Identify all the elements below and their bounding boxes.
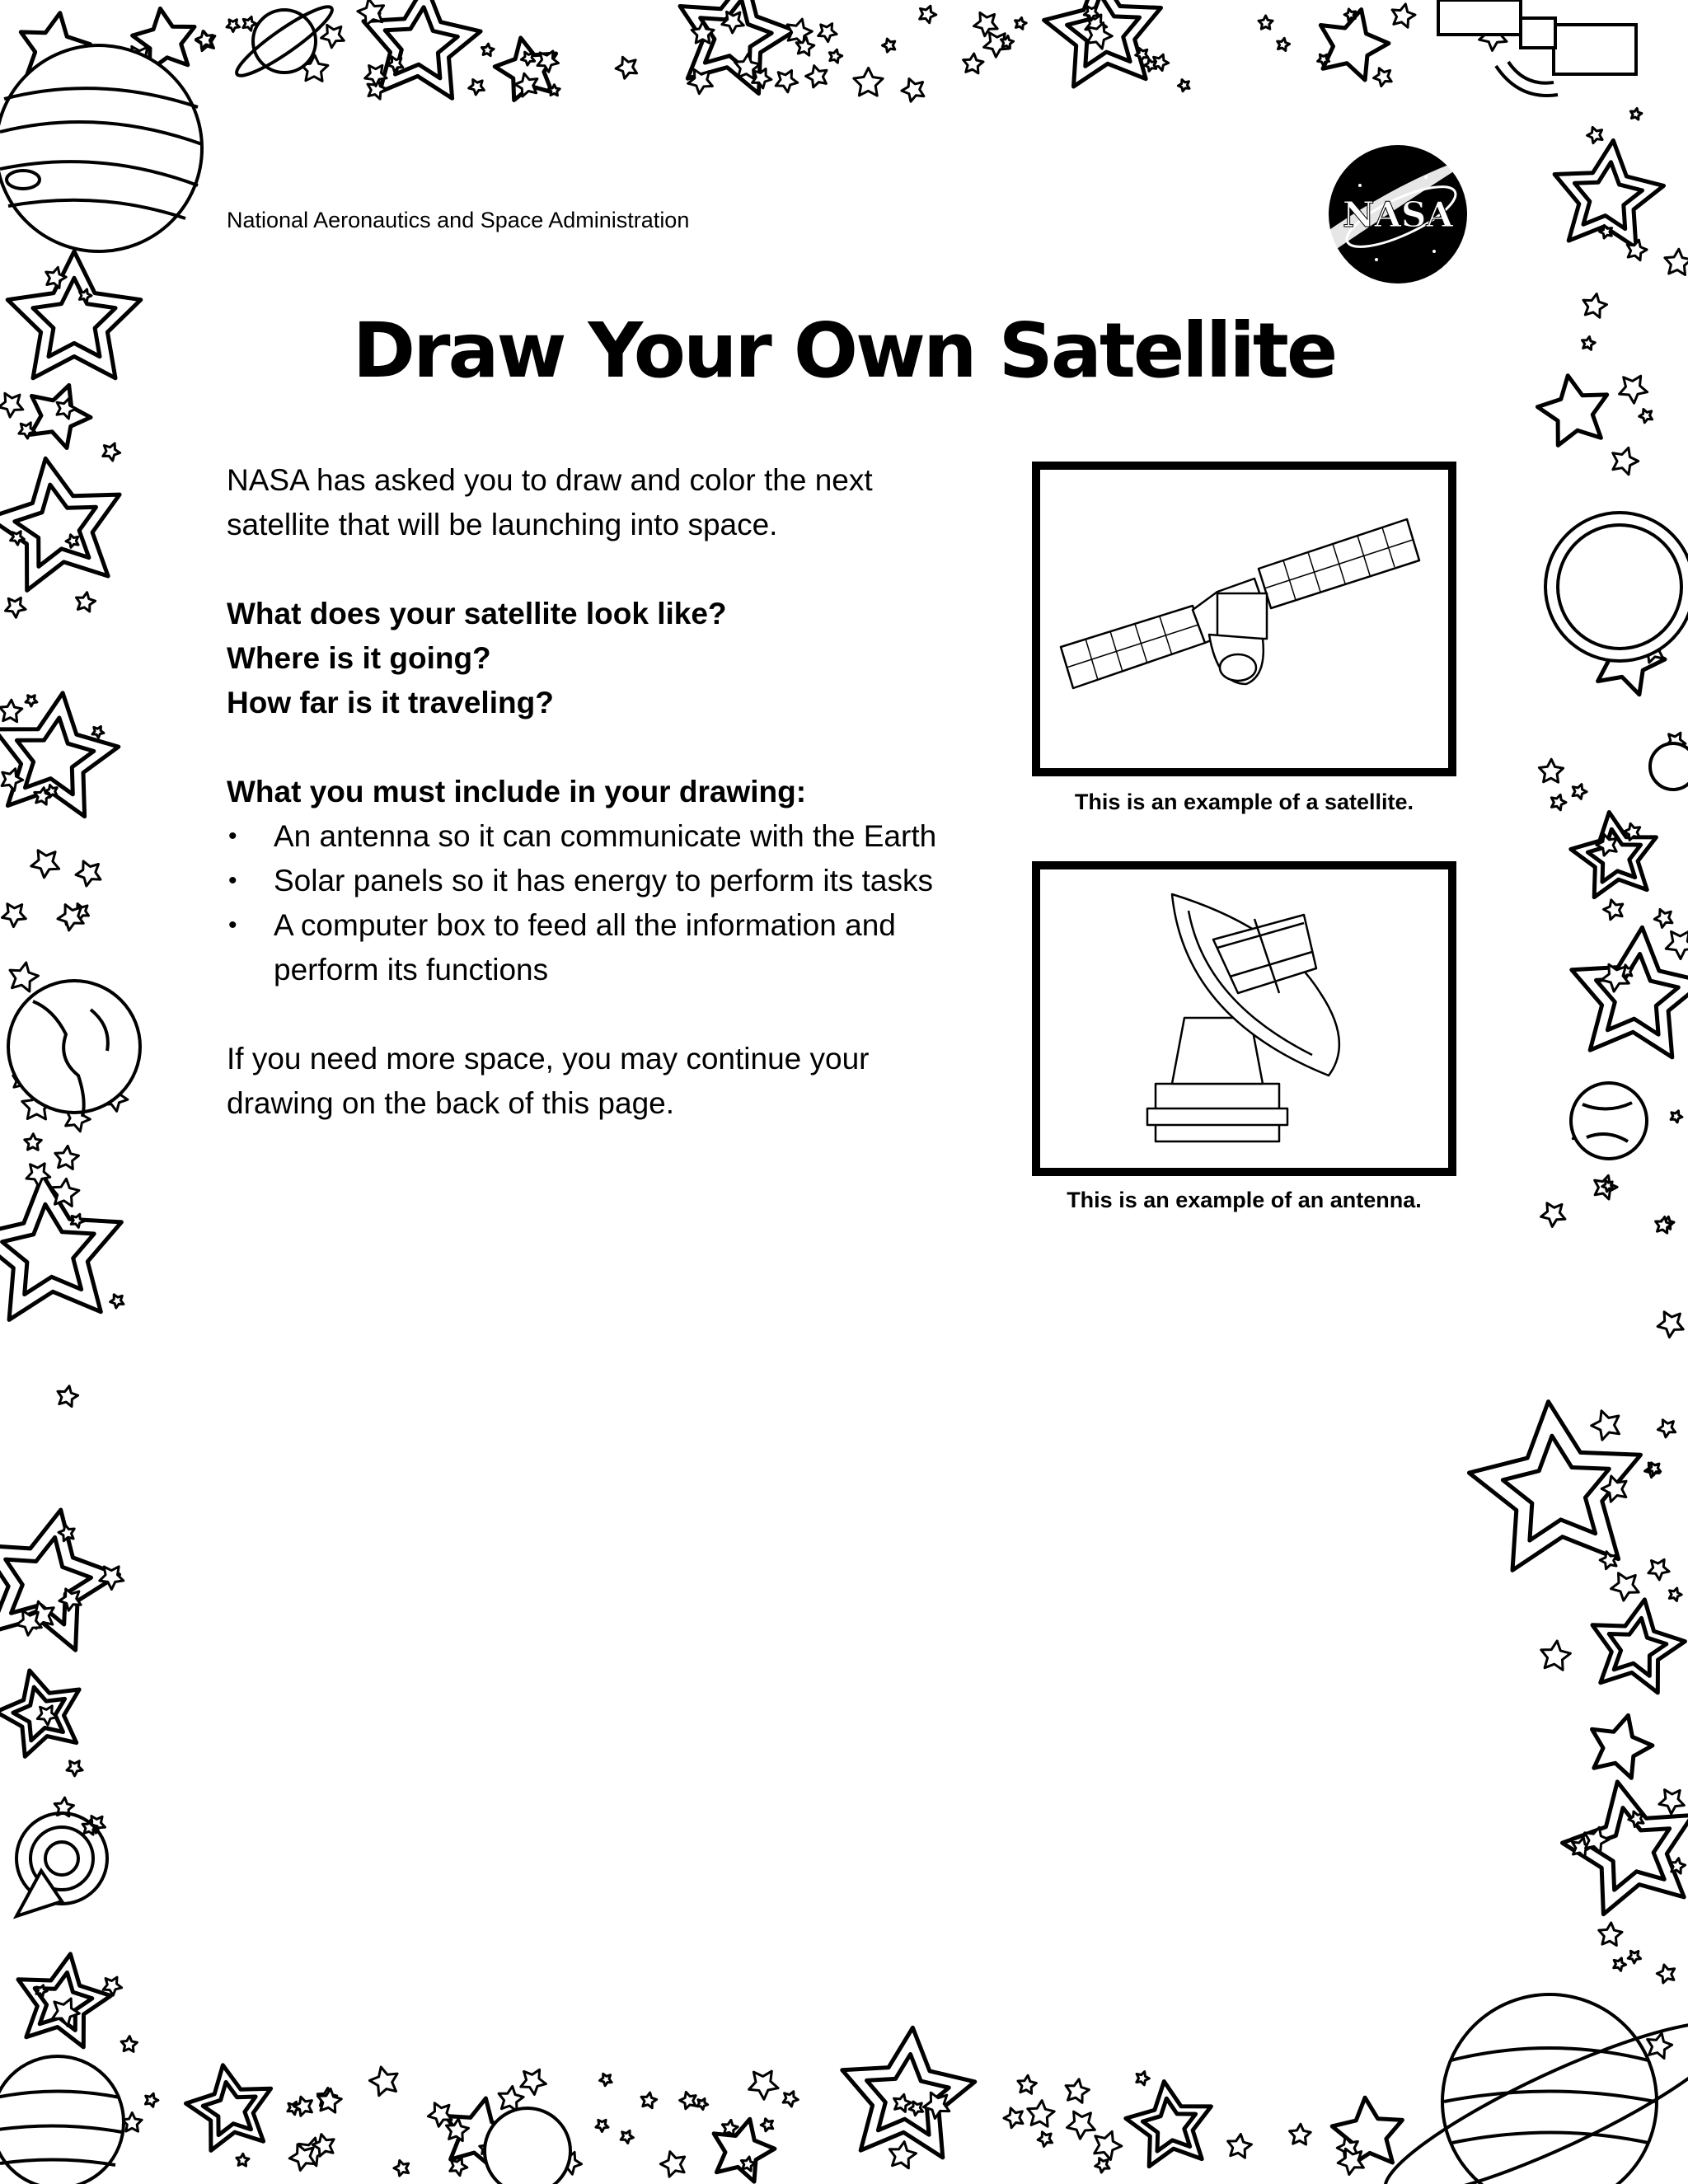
star-icon xyxy=(1004,2108,1023,2128)
antenna-dish-icon xyxy=(1040,869,1448,1168)
star-icon xyxy=(521,2069,546,2094)
satellite-icon xyxy=(1040,470,1448,768)
star-icon xyxy=(321,25,345,47)
star-icon xyxy=(369,2067,397,2096)
star-icon xyxy=(289,2144,315,2171)
satellite-example-frame xyxy=(1032,462,1456,776)
star-icon xyxy=(1665,249,1688,274)
intro-line: satellite that will be launching into space. xyxy=(227,508,778,541)
star-icon xyxy=(77,593,96,612)
star-icon xyxy=(1657,1965,1674,1983)
star-icon xyxy=(237,2154,249,2166)
star-icon xyxy=(145,2093,158,2107)
star-icon xyxy=(1604,900,1623,920)
star-icon xyxy=(1630,108,1642,120)
outro-line: drawing on the back of this page. xyxy=(227,1086,675,1120)
ringed-planet-icon xyxy=(1371,1994,1688,2184)
requirements-heading: What you must include in your drawing: xyxy=(227,775,807,808)
satellite-icon xyxy=(1438,0,1636,96)
star-icon xyxy=(641,2093,657,2108)
question: Where is it going? xyxy=(227,641,491,675)
star-icon xyxy=(10,963,39,991)
star-icon xyxy=(974,12,998,35)
star-icon xyxy=(1067,2111,1095,2139)
page-title: Draw Your Own Satellite xyxy=(352,307,1336,395)
star-icon xyxy=(67,1761,82,1776)
star-icon xyxy=(761,2119,773,2131)
moon-icon xyxy=(485,2108,570,2184)
star-icon xyxy=(1145,59,1156,72)
star-icon xyxy=(1374,68,1392,87)
nasa-logo xyxy=(1311,144,1492,293)
question: How far is it traveling? xyxy=(227,686,554,719)
star-icon xyxy=(1332,2097,1402,2166)
nasa-meatball-icon xyxy=(1311,144,1492,293)
star-icon xyxy=(776,71,798,92)
star-icon xyxy=(6,598,26,617)
intro-line: NASA has asked you to draw and color the next xyxy=(227,463,873,497)
star-icon xyxy=(2,904,26,927)
star-icon xyxy=(621,2130,633,2143)
star-icon xyxy=(1344,9,1356,21)
star-icon xyxy=(103,443,120,461)
star-icon xyxy=(902,79,924,102)
star-icon xyxy=(1628,1951,1640,1963)
star-icon xyxy=(680,2092,696,2108)
satellite-caption: This is an example of a satellite. xyxy=(1074,790,1414,814)
instructions xyxy=(227,458,993,1126)
star-icon xyxy=(317,2089,341,2113)
requirements-list xyxy=(227,814,993,992)
star-icon xyxy=(1613,448,1639,475)
star-icon xyxy=(600,2074,612,2086)
star-icon xyxy=(121,2036,137,2052)
star-icon xyxy=(596,2120,608,2131)
star-icon xyxy=(1614,1958,1626,1971)
planet-icon xyxy=(0,2056,124,2184)
star-icon xyxy=(1015,17,1027,29)
star-icon xyxy=(1573,785,1587,799)
star-icon xyxy=(1666,931,1688,959)
star-icon xyxy=(227,20,240,32)
star-icon xyxy=(1592,1715,1653,1778)
star-icon xyxy=(1392,4,1415,27)
list-item: • A computer box to feed all the information and perform its functions xyxy=(227,903,993,992)
star-icon xyxy=(58,905,83,930)
star-icon xyxy=(1587,127,1603,143)
star-icon xyxy=(829,49,842,63)
star-icon xyxy=(1539,759,1563,782)
star-icon xyxy=(1290,2124,1311,2144)
star-icon xyxy=(1648,2033,1672,2059)
star-icon xyxy=(806,66,827,87)
star-icon xyxy=(1541,1641,1571,1670)
star-icon xyxy=(58,1386,78,1407)
star-icon xyxy=(818,24,837,42)
star-icon xyxy=(0,700,22,722)
star-icon xyxy=(1038,2132,1052,2147)
star-icon xyxy=(1654,909,1672,927)
star-icon xyxy=(55,1146,79,1169)
planet-icon xyxy=(0,45,202,251)
star-icon xyxy=(51,1179,79,1206)
star-icon xyxy=(1599,1923,1622,1946)
star-icon xyxy=(1095,2131,1122,2159)
star-icon xyxy=(1228,2135,1252,2158)
star-icon xyxy=(76,861,101,886)
star-icon xyxy=(1659,1790,1684,1814)
star-icon xyxy=(749,2071,779,2099)
star-icon xyxy=(964,54,983,73)
list-item: • An antenna so it can communicate with the Earth xyxy=(227,814,993,859)
star-icon xyxy=(394,2160,409,2176)
star-icon xyxy=(1066,2079,1089,2103)
star-icon xyxy=(1670,1858,1685,1873)
star-icon xyxy=(1028,2101,1054,2127)
star-icon xyxy=(1259,16,1273,29)
star-icon xyxy=(26,696,37,706)
star-icon xyxy=(1137,2072,1150,2085)
star-icon xyxy=(1671,1111,1682,1122)
star-icon xyxy=(616,57,637,78)
antenna-example-frame xyxy=(1032,861,1456,1176)
sun-icon xyxy=(1545,513,1688,661)
star-icon xyxy=(1338,2149,1363,2174)
star-icon xyxy=(1592,1411,1620,1440)
star-icon xyxy=(469,80,485,95)
star-icon xyxy=(889,2142,916,2168)
star-icon xyxy=(31,851,59,878)
star-icon xyxy=(854,68,883,96)
planet-icon xyxy=(1571,1083,1647,1159)
star-icon xyxy=(1648,1559,1669,1580)
star-icon xyxy=(1095,2158,1109,2172)
moon-icon xyxy=(1650,743,1688,790)
star-icon xyxy=(110,1295,124,1308)
star-icon xyxy=(92,727,104,738)
list-item: • Solar panels so it has energy to perform its tasks xyxy=(227,859,993,903)
star-icon xyxy=(1018,2075,1036,2093)
star-icon xyxy=(1658,1420,1675,1437)
star-icon xyxy=(196,31,213,49)
star-icon xyxy=(1278,38,1290,50)
antenna-caption: This is an example of an antenna. xyxy=(1067,1188,1422,1212)
star-icon xyxy=(660,2152,684,2177)
outro-line: If you need more space, you may continue your xyxy=(227,1042,870,1076)
star-icon xyxy=(450,2158,467,2175)
logo-text: NASA xyxy=(1343,194,1453,235)
star-icon xyxy=(1611,1573,1639,1601)
question: What does your satellite look like? xyxy=(227,597,727,630)
star-icon xyxy=(1541,1203,1565,1227)
star-icon xyxy=(920,6,936,23)
star-icon xyxy=(25,1134,42,1151)
agency-name: National Aeronautics and Space Administration xyxy=(227,208,690,232)
star-icon xyxy=(481,44,494,56)
star-icon xyxy=(1639,410,1653,423)
star-icon xyxy=(1658,1312,1683,1338)
star-icon xyxy=(1551,794,1566,810)
star-icon xyxy=(883,39,895,52)
star-icon xyxy=(1178,80,1189,91)
star-icon xyxy=(0,393,23,417)
star-icon xyxy=(783,2092,798,2107)
star-icon xyxy=(1669,1588,1681,1601)
star-icon xyxy=(697,2098,708,2109)
